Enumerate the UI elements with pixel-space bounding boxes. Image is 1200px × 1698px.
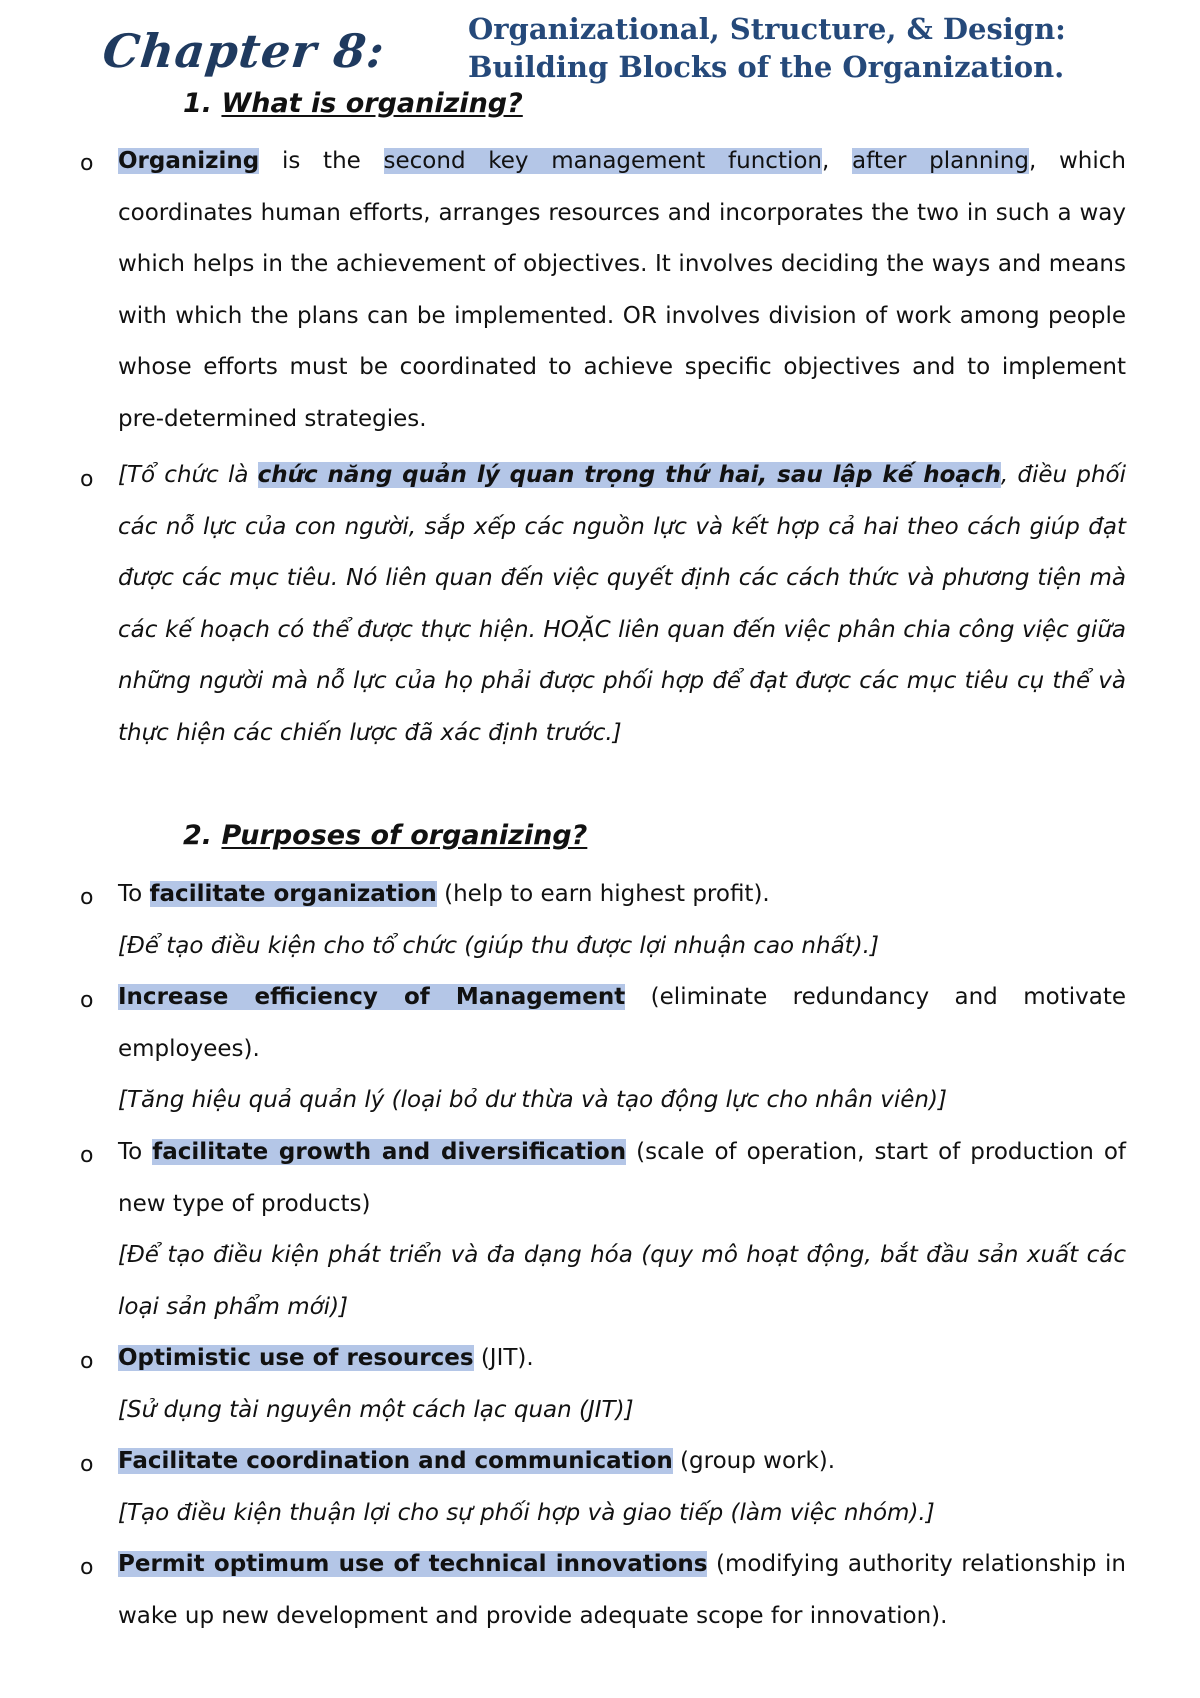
- paragraph-text: [Tổ chức là: [118, 462, 258, 488]
- paragraph-text: ,: [822, 148, 853, 174]
- highlight-term: facilitate growth and diversification: [152, 1139, 627, 1165]
- item-text: (scale of operation, start of production of new type of products): [118, 1139, 1127, 1217]
- highlight-term: Organizing: [118, 148, 260, 174]
- chapter-title: [468, 10, 1066, 86]
- bullet-marker: o: [80, 1555, 94, 1580]
- paragraph-text: , điều phối các nỗ lực của con người, sắp xếp các nguồn lực và kết hợp cả hai theo cách giúp đạt được các mục tiêu. Nó liên quan đến việc quyết định các cách thức và phương tiện mà các kế hoạch có thể được thực hiện. HOẶC liên quan đến việc phân chia công việc giữa những người mà nỗ lực của họ phải được phối hợp để đạt được các mục tiêu cụ thể và thực hiện các chiến lược đã xác định trước.]: [118, 462, 1126, 746]
- highlight-term: facilitate organization: [149, 881, 437, 907]
- highlight-term: Increase efficiency of Management: [118, 984, 626, 1010]
- highlight-term: chức năng quản lý quan trọng thứ hai, sau lập kế hoạch: [257, 462, 1001, 488]
- bullet-marker: o: [80, 151, 94, 176]
- item-text: (group work).: [672, 1448, 836, 1474]
- section-1-paragraph-vi: [118, 450, 1126, 759]
- purpose-item: [118, 972, 1126, 1127]
- purpose-item-vi: [Để tạo điều kiện cho tổ chức (giúp thu được lợi nhuận cao nhất).]: [118, 932, 879, 959]
- purpose-item: [118, 1436, 1126, 1539]
- item-text: (modifying authority relationship in wake up new development and provide adequate scope for innovation).: [118, 1551, 1127, 1629]
- highlight-term: second key management function: [383, 148, 822, 174]
- item-text: (eliminate redundancy and motivate employees).: [118, 984, 1126, 1062]
- item-text: To: [118, 1139, 153, 1165]
- purpose-item-vi: [Để tạo điều kiện phát triển và đa dạng hóa (quy mô hoạt động, bắt đầu sản xuất các loại sản phẩm mới)]: [118, 1242, 1126, 1320]
- section-1-heading-text: What is organizing?: [221, 88, 523, 119]
- section-1-heading: [183, 88, 523, 119]
- highlight-term: Facilitate coordination and communication: [118, 1448, 673, 1474]
- purpose-item-vi: [Tạo điều kiện thuận lợi cho sự phối hợp và giao tiếp (làm việc nhóm).]: [118, 1499, 935, 1526]
- section-2-heading-text: Purposes of organizing?: [221, 820, 588, 851]
- purpose-item: [118, 1127, 1126, 1333]
- highlight-term: Permit optimum use of technical innovations: [118, 1551, 708, 1577]
- paragraph-text: is the: [259, 148, 384, 174]
- bullet-marker: o: [80, 1452, 94, 1477]
- item-text: (JIT).: [473, 1345, 534, 1371]
- purpose-item-vi: [Sử dụng tài nguyên một cách lạc quan (JIT)]: [118, 1396, 634, 1423]
- section-1-number: 1.: [183, 88, 213, 119]
- section-2-number: 2.: [183, 820, 213, 851]
- chapter-title-line-2: Building Blocks of the Organization.: [468, 50, 1065, 84]
- purpose-item-vi: [Tăng hiệu quả quản lý (loại bỏ dư thừa và tạo động lực cho nhân viên)]: [118, 1087, 947, 1113]
- section-2-heading: [183, 820, 587, 851]
- item-text: (help to earn highest profit).: [436, 881, 770, 907]
- bullet-marker: o: [80, 988, 94, 1013]
- bullet-marker: o: [80, 1143, 94, 1168]
- chapter-title-line-1: Organizational, Structure, & Design:: [468, 12, 1066, 46]
- bullet-marker: o: [80, 1349, 94, 1374]
- bullet-marker: o: [80, 467, 94, 492]
- purpose-item: [118, 1333, 1126, 1436]
- paragraph-text: , which coordinates human efforts, arranges resources and incorporates the two in such a way which helps in the achievement of objectives. It involves deciding the ways and means with which the plans can be implemented. OR involves division of work among people whose efforts must be coordinated to achieve specific objectives and to implement pre-determined strategies.: [118, 148, 1126, 432]
- item-text: To: [118, 881, 150, 907]
- purpose-item: [118, 1539, 1126, 1642]
- chapter-label: Chapter 8:: [100, 24, 388, 78]
- bullet-marker: o: [80, 885, 94, 910]
- section-1-paragraph-en: [118, 136, 1126, 445]
- purpose-item: [118, 869, 1126, 972]
- highlight-term: Optimistic use of resources: [118, 1345, 474, 1371]
- highlight-term: after planning: [852, 148, 1029, 174]
